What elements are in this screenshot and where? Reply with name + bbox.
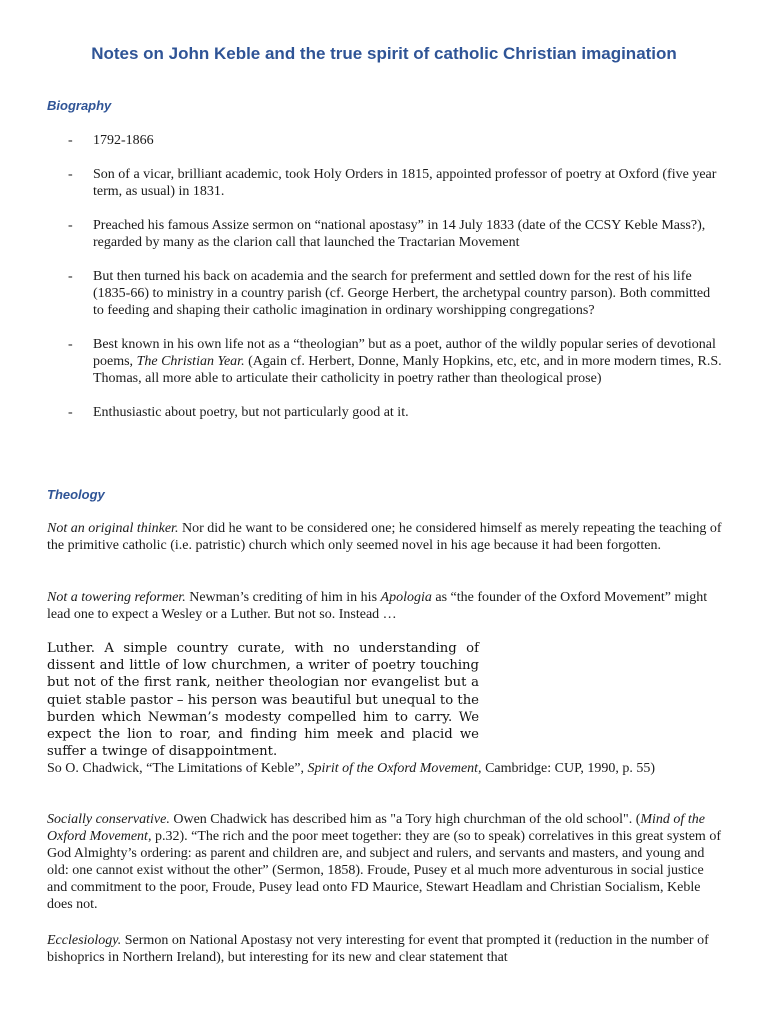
scanned-quotation: Luther. A simple country curate, with no understanding of dissent and little of low churchmen, a writer of poetry touching but not of the first rank, neither theologian nor evangelist but a quiet stable pastor – his person was beautiful but unequal to the burden which Newman’s modesty compelled him to carry. We expect the lion to roar, and finding him meek and placid we suffer a twinge of disappointment. [47, 641, 479, 760]
list-item: - But then turned his back on academia and the search for preferment and settled down for the rest of his life (1835-66) to ministry in a country parish (cf. George Herbert, the archetypal country parson). Both committed to feeding and shaping their catholic imagination in ordinary worshipping congregations? [68, 269, 711, 318]
list-item: - Son of a vicar, brilliant academic, took Holy Orders in 1815, appointed professor of poetry at Oxford (five year term, as usual) in 1831. [68, 167, 717, 199]
paragraph-lead: Socially conservative. [47, 812, 170, 827]
bullet-text: Best known in his own life not as a “theologian” but as a poet, author of the wildly popular series of devotional poems, [93, 337, 716, 369]
paragraph-text: as “the founder of the Oxford Movement” might lead one to expect a Wesley or a Luther. But not so. Instead … [47, 590, 708, 622]
citation [47, 760, 727, 777]
book-title: Apologia [380, 590, 432, 605]
paragraph-text: Owen Chadwick has described him as "a Tory high churchman of the old school". ( [169, 812, 641, 827]
paragraph-text: Sermon on National Apostasy not very interesting for event that prompted it (reduction in the number of bishoprics in Northern Ireland), but interesting for its new and clear statement that [47, 933, 709, 965]
section-heading-biography: Biography [47, 98, 112, 113]
list-item: - Enthusiastic about poetry, but not particularly good at it. [68, 405, 409, 420]
section-heading-theology: Theology [47, 487, 105, 502]
paragraph-text: Newman’s crediting of him in his [185, 590, 381, 605]
page-title: Notes on John Keble and the true spirit of catholic Christian imagination [91, 44, 677, 63]
list-item: - Preached his famous Assize sermon on “national apostasy” in 14 July 1833 (date of the CCSY Keble Mass?), regarded by many as the clarion call that launched the Tractarian Movement [68, 218, 706, 250]
book-title: Spirit of the Oxford Movement, [307, 761, 482, 776]
list-item: - Best known in his own life not as a “theologian” but as a poet, author of the wildly popular series of devotional poems, The Christian Year. (Again cf. Herbert, Donne, Manly Hopkins, etc, etc, and in more modern times, R.S. Thomas, all more able to articulate their catholicity in poetry rather than theological prose) [68, 337, 722, 386]
bullet-text: But then turned his back on academia and the search for preferment and settled down for the rest of his life (1835-66) to ministry in a country parish (cf. George Herbert, the archetypal country parson). Both committed to feeding and shaping their catholic imagination in ordinary worshipping congregations? [93, 269, 711, 318]
paragraph-not-original [47, 520, 727, 554]
paragraph-text: Nor did he want to be considered one; he considered himself as merely repeating the teaching of the primitive catholic (i.e. patristic) church which only seemed novel in his age because it had been forgotten. [47, 521, 722, 553]
citation-text: Cambridge: CUP, 1990, p. 55) [481, 761, 656, 776]
book-title: Mind of the Oxford Movement, [47, 812, 705, 844]
list-item: - 1792-1866 [68, 133, 154, 148]
bullet-text: Son of a vicar, brilliant academic, took Holy Orders in 1815, appointed professor of poetry at Oxford (five year term, as usual) in 1831. [93, 167, 717, 199]
biography-list [0, 132, 768, 438]
paragraph-socially-conservative [47, 811, 727, 913]
paragraph-lead: Not an original thinker. [47, 521, 179, 536]
bullet-text: (Again cf. Herbert, Donne, Manly Hopkins, etc, etc, and in more modern times, R.S. Thomas, all more able to articulate their catholicity in poetry rather than theological prose) [93, 354, 722, 386]
bullet-text: Preached his famous Assize sermon on “national apostasy” in 14 July 1833 (date of the CCSY Keble Mass?), regarded by many as the clarion call that launched the Tractarian Movement [93, 218, 706, 250]
bullet-text: Enthusiastic about poetry, but not particularly good at it. [93, 405, 409, 420]
paragraph-lead: Ecclesiology. [47, 933, 122, 948]
paragraph-ecclesiology [47, 932, 727, 966]
citation-text: So O. Chadwick, “The Limitations of Keble”, [47, 761, 308, 776]
bullet-text: 1792-1866 [93, 133, 154, 148]
paragraph-reformer [47, 589, 727, 623]
paragraph-text: p.32). “The rich and the poor meet together: they are (so to speak) correlatives in this great system of God Almighty’s ordering: as parent and children are, and subject and rulers, and servants and masters, and young and old: one cannot exist without the other” (Sermon, 1858). Froude, Pusey et al much more adventurous in social justice and commitment to the poor, Froude, Pusey lead onto FD Maurice, Stewart Headlam and Christian Socialism, Keble does not. [47, 829, 721, 912]
paragraph-lead: Not a towering reformer. [47, 590, 186, 605]
book-title: The Christian Year. [136, 354, 245, 369]
